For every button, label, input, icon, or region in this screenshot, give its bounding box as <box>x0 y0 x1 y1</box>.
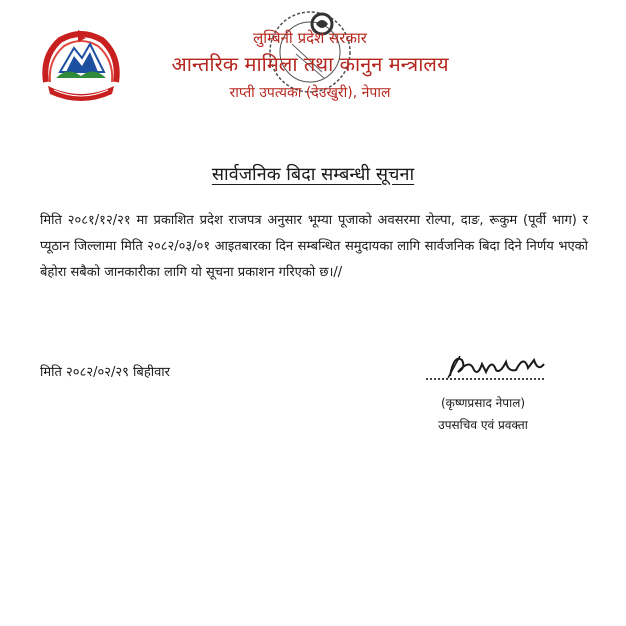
notice-date: मिति २०८२/०२/२९ बिहीवार <box>40 365 170 380</box>
signer-title: उपसचिव एवं प्रवक्ता <box>438 418 528 432</box>
signature-line <box>426 378 544 380</box>
coat-of-arms-icon <box>38 26 124 104</box>
government-name: लुम्बिनी प्रदेश सरकार <box>253 29 367 47</box>
signer-block <box>418 392 548 436</box>
ministry-name: आन्तरिक मामिला तथा कानुन मन्त्रालय <box>171 52 449 76</box>
letterhead <box>130 28 490 104</box>
notice-body: मिति २०८१/१२/२१ मा प्रकाशित प्रदेश राजपत्र अनुसार भूम्या पूजाको अवसरमा रोल्पा, दाङ, रूकुम (पूर्वी भाग) र प्यूठान जिल्लामा मिति २०८२/०३/०१ आइतबारका दिन सम्बन्धित समुदायका लागि सार्वजनिक बिदा दिने निर्णय भएको बेहोरा सबैको जानकारीका लागि यो सूचना प्रकाशन गरिएको छ।// <box>40 213 588 280</box>
office-location: राप्ती उपत्यका (देउखुरी), नेपाल <box>229 85 391 101</box>
handwritten-signature-icon <box>420 346 560 386</box>
signer-name: (कृष्णप्रसाद नेपाल) <box>440 396 526 410</box>
notice-title: सार्वजनिक बिदा सम्बन्धी सूचना <box>211 164 415 185</box>
